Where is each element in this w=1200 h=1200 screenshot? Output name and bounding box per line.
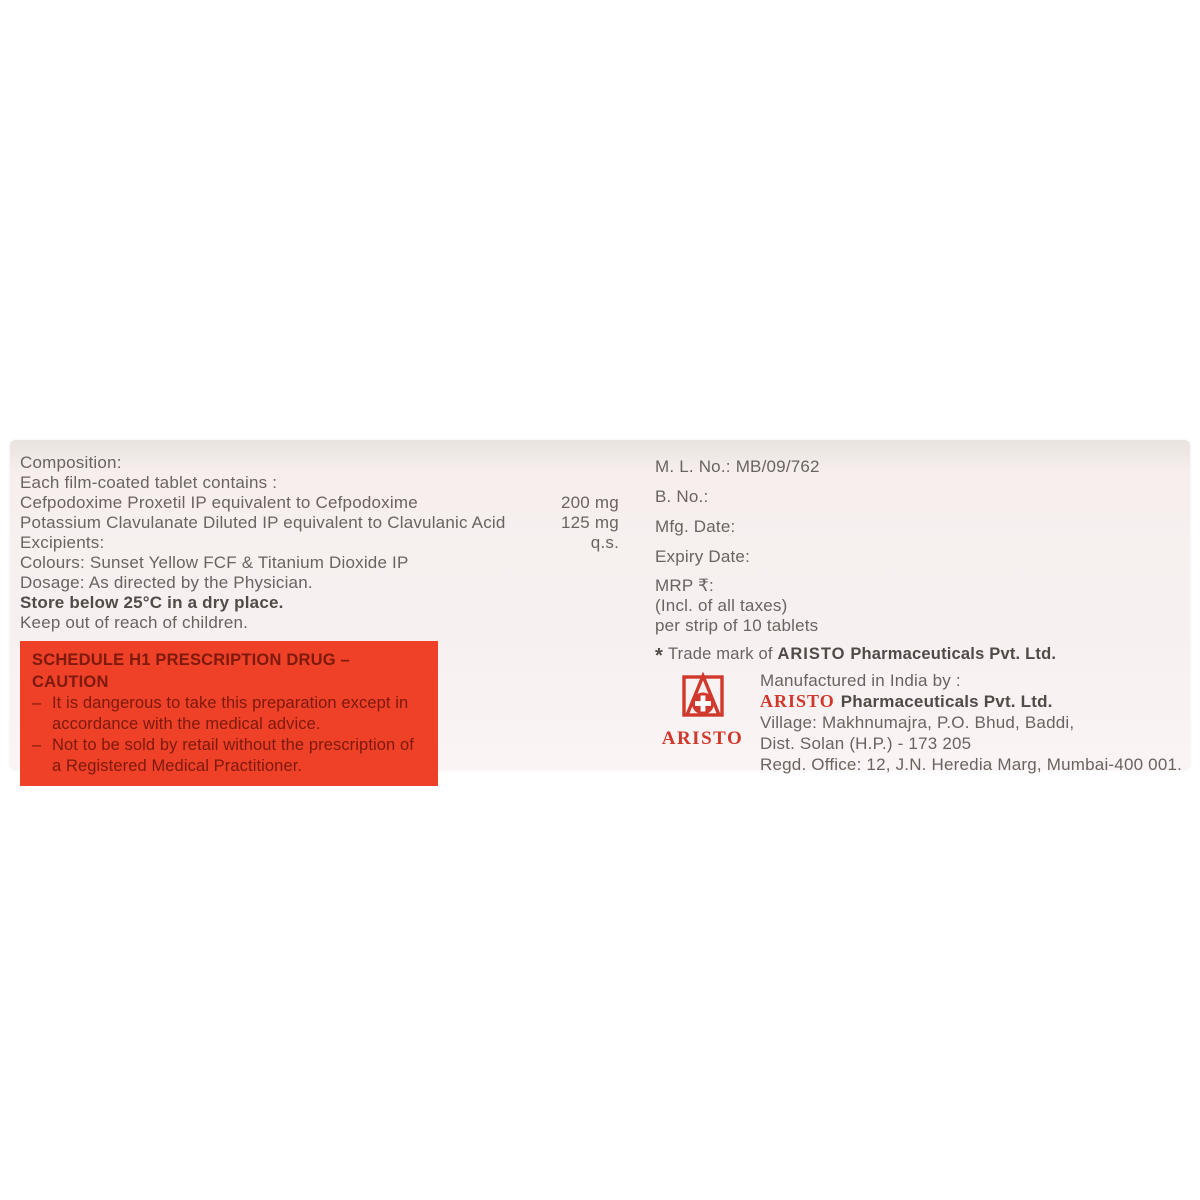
field-label: Mfg. Date:	[655, 517, 736, 536]
aristo-logo-text: ARISTO	[661, 728, 744, 749]
field-value: MB/09/762	[735, 457, 820, 476]
caution-point-text: It is dangerous to take this preparation except in accordance with the medical advice.	[52, 694, 409, 733]
field-label: Expiry Date:	[655, 547, 750, 566]
mrp-line: MRP ₹:	[655, 576, 714, 595]
field-label: M. L. No.:	[655, 457, 731, 476]
brand-name: ARISTO	[760, 691, 835, 711]
ingredient-amount: 125 mg	[561, 513, 619, 532]
trademark-brand: ARISTO	[777, 645, 846, 663]
caution-point	[32, 693, 426, 735]
aristo-logo	[655, 670, 750, 775]
address-line: Regd. Office: 12, J.N. Heredia Marg, Mumbai-400 001.	[760, 755, 1183, 774]
trademark-suffix: Pharmaceuticals Pvt. Ltd.	[850, 645, 1057, 663]
trademark-line	[655, 643, 1180, 667]
trademark-prefix: Trade mark of	[667, 645, 773, 663]
schedule-h1-caution-box	[20, 641, 438, 786]
manufacturer-details	[760, 670, 1182, 775]
address-line: Village: Makhnumajra, P.O. Bhud, Baddi,	[760, 713, 1075, 732]
keep-away-line: Keep out of reach of children.	[20, 613, 249, 632]
manufacturer-block	[655, 670, 1183, 775]
composition-section	[20, 453, 625, 786]
composition-title: Composition:	[20, 453, 122, 472]
address-line: Dist. Solan (H.P.) - 173 205	[760, 734, 972, 753]
batch-no-field	[655, 486, 1180, 507]
field-label: B. No.:	[655, 487, 709, 506]
ingredient-row	[20, 493, 625, 513]
colours-line: Colours: Sunset Yellow FCF & Titanium Dioxide IP	[20, 553, 409, 572]
asterisk-icon: *	[655, 645, 663, 667]
dosage-line: Dosage: As directed by the Physician.	[20, 573, 313, 592]
expiry-date-field	[655, 546, 1180, 567]
regulatory-section	[655, 456, 1183, 775]
ingredient-name: Cefpodoxime Proxetil IP equivalent to Cefpodoxime	[20, 493, 418, 512]
medicine-label-panel	[10, 440, 1190, 775]
storage-line: Store below 25°C in a dry place.	[20, 593, 284, 612]
taxes-line: (Incl. of all taxes)	[655, 596, 788, 615]
ingredient-row	[20, 533, 625, 553]
manufactured-in-line: Manufactured in India by :	[760, 671, 961, 690]
aristo-logo-mark	[680, 672, 726, 722]
dash-bullet: –	[32, 736, 42, 754]
caution-point-text: Not to be sold by retail without the prescription of a Registered Medical Practitioner.	[52, 736, 414, 775]
strip-line: per strip of 10 tablets	[655, 616, 819, 635]
caution-point	[32, 735, 426, 777]
ingredient-name: Excipients:	[20, 533, 105, 552]
ingredient-row	[20, 513, 625, 533]
mfg-date-field	[655, 516, 1180, 537]
manufacturer-name-line	[760, 691, 1182, 712]
brand-suffix: Pharmaceuticals Pvt. Ltd.	[840, 692, 1053, 711]
ingredient-amount: q.s.	[590, 533, 619, 552]
composition-subtitle: Each film-coated tablet contains :	[20, 473, 278, 492]
mrp-block	[655, 576, 1180, 636]
caution-heading: SCHEDULE H1 PRESCRIPTION DRUG – CAUTION	[32, 651, 350, 691]
dash-bullet: –	[32, 694, 42, 712]
ml-no-field	[655, 456, 1180, 477]
ingredient-amount: 200 mg	[561, 493, 619, 512]
ingredient-name: Potassium Clavulanate Diluted IP equivalent to Clavulanic Acid	[20, 513, 506, 532]
